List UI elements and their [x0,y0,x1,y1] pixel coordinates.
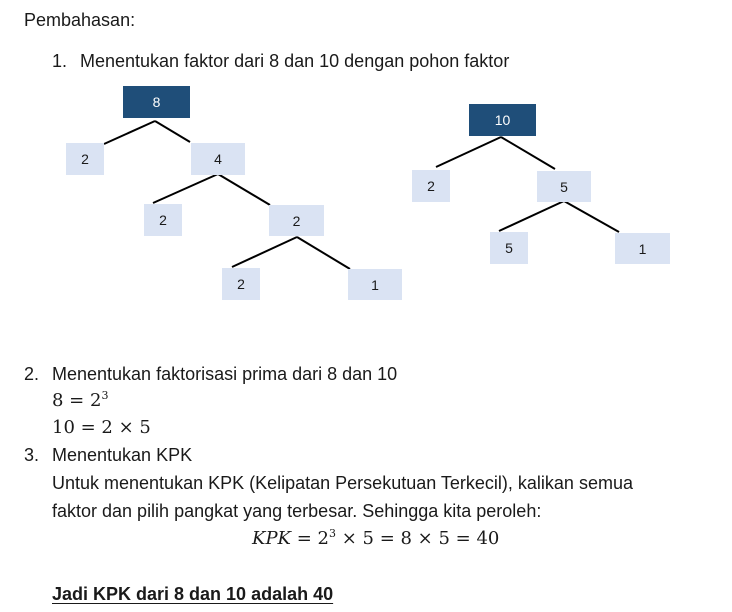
step-3-number: 3. [24,445,40,465]
tree8-node: 4 [191,143,245,175]
step-1-number: 1. [52,51,68,71]
tree8-node: 1 [348,269,402,300]
tree8-node: 2 [269,205,324,236]
step-1-text: Menentukan faktor dari 8 dan 10 dengan pohon faktor [80,51,510,71]
tree10-node: 1 [615,233,670,264]
tree10-root-node: 10 [469,104,536,136]
conclusion: Jadi KPK dari 8 dan 10 adalah 40 [52,584,334,604]
step-2 [24,363,397,385]
step-2-number: 2. [24,364,40,384]
tree8-node: 2 [66,143,104,175]
tree8-node: 2 [222,268,260,300]
equation-10: 10 = 2 × 5 [52,417,151,438]
heading: Pembahasan: [24,10,136,30]
step-2-text: Menentukan faktorisasi prima dari 8 dan 10 [52,364,398,384]
step-3-text: Menentukan KPK [52,445,193,465]
step-3 [24,444,192,466]
step-3-explanation-line-1: Untuk menentukan KPK (Kelipatan Persekutuan Terkecil), kalikan semua [52,473,633,493]
tree10-node: 5 [490,232,528,264]
tree8-node: 2 [144,204,182,236]
step-3-explanation-line-2: faktor dan pilih pangkat yang terbesar. Sehingga kita peroleh: [52,501,542,521]
tree8-root-node: 8 [123,86,190,118]
tree10-node: 5 [537,171,591,202]
tree10-node: 2 [412,170,450,202]
kpk-formula: KPK = $2^3 \times 5 = 8 \times 5 = 40$ [252,527,500,549]
equation-8: $8 = 2^3$ [52,389,109,411]
